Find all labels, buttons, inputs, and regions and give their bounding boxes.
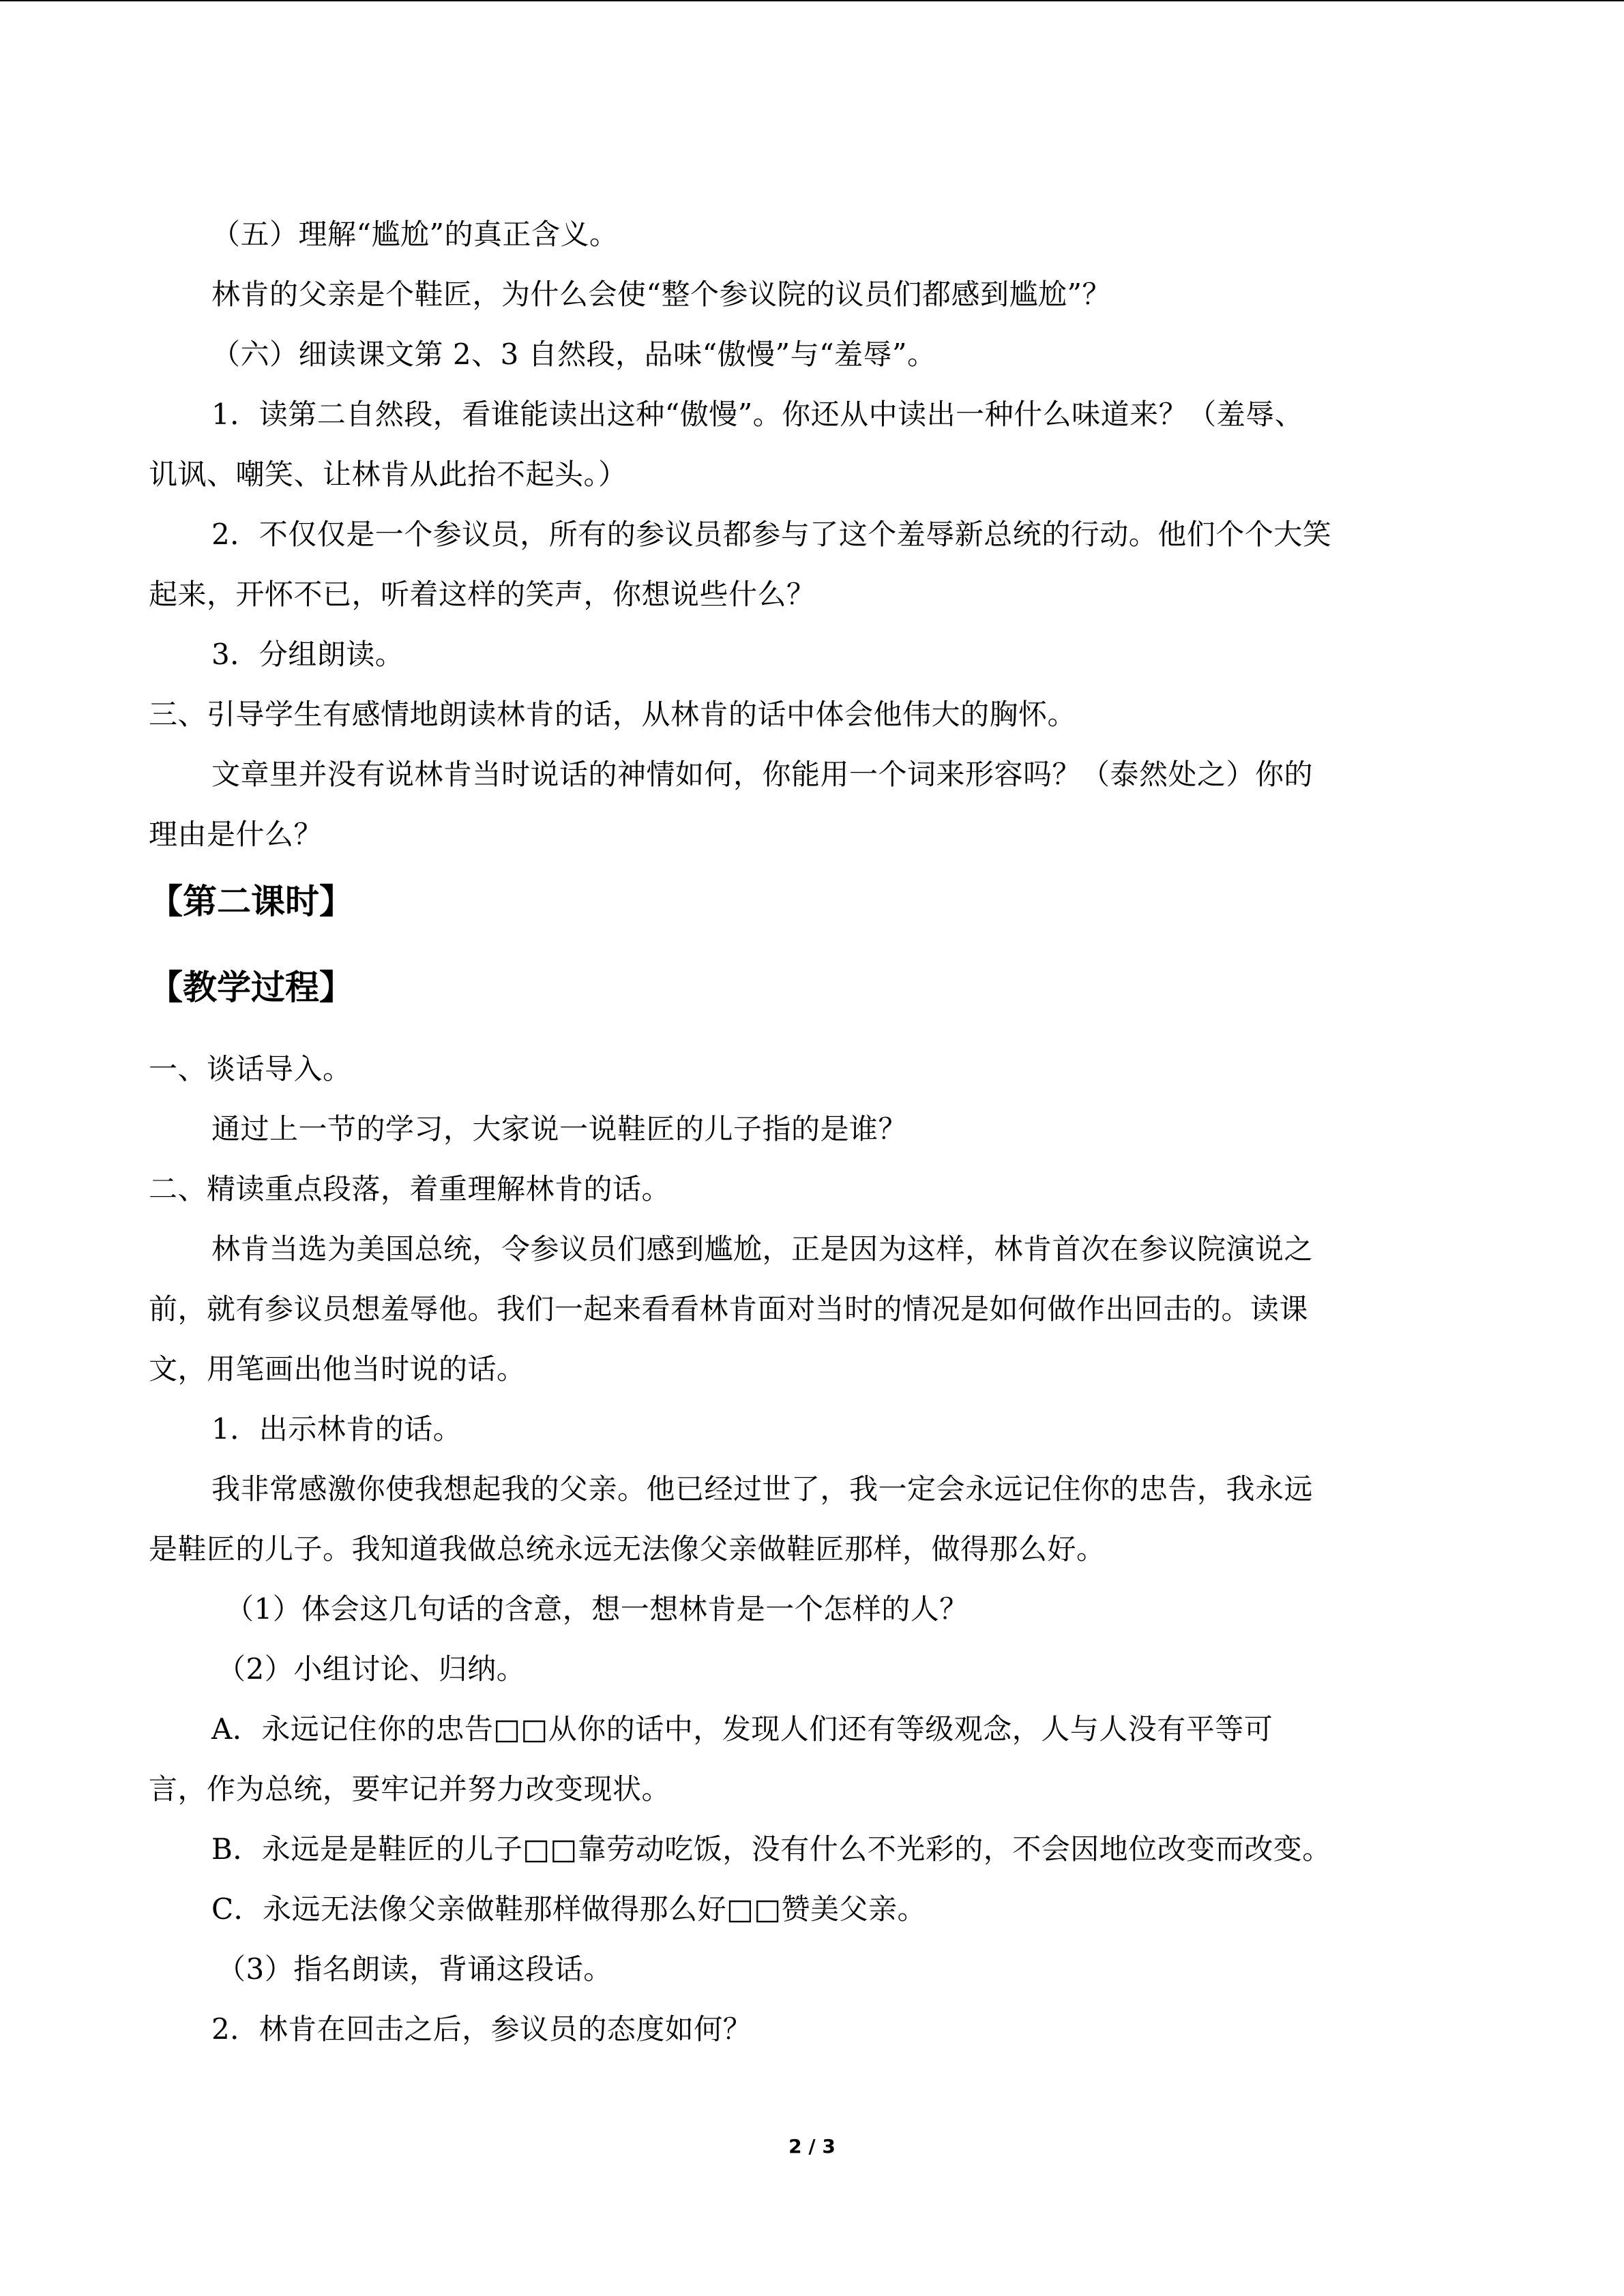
paragraph-line: A．永远记住你的忠告□□从你的话中，发现人们还有等级观念，人与人没有平等可	[211, 1712, 1273, 1746]
paragraph-line: 言，作为总统，要牢记并努力改变现状。	[149, 1772, 671, 1806]
paragraph-line: 3．分组朗读。	[211, 638, 404, 671]
paragraph-line: C．永远无法像父亲做鞋那样做得那么好□□赞美父亲。	[211, 1892, 927, 1926]
paragraph-line: （2）小组讨论、归纳。	[217, 1652, 526, 1686]
paragraph-line: 前，就有参议员想羞辱他。我们一起来看看林肯面对当时的情况是如何做作出回击的。读课	[149, 1292, 1309, 1326]
paragraph-line: 讥讽、嘲笑、让林肯从此抬不起头。）	[149, 458, 628, 491]
paragraph-line: 2．林肯在回击之后，参议员的态度如何？	[211, 2012, 752, 2046]
section-heading: 【第二课时】	[149, 882, 353, 921]
paragraph-line: 我非常感激你使我想起我的父亲。他已经过世了，我一定会永远记住你的忠告，我永远	[211, 1472, 1314, 1506]
paragraph-line: 一、谈话导入。	[149, 1052, 352, 1086]
paragraph-line: （五）理解“尴尬”的真正含义。	[211, 218, 619, 251]
paragraph-line: 文章里并没有说林肯当时说话的神情如何，你能用一个词来形容吗？（泰然处之）你的	[211, 758, 1314, 791]
paragraph-line: 通过上一节的学习，大家说一说鞋匠的儿子指的是谁？	[211, 1112, 908, 1146]
paragraph-line: 林肯的父亲是个鞋匠，为什么会使“整个参议院的议员们都感到尴尬”？	[211, 278, 1111, 311]
paragraph-line: 是鞋匠的儿子。我知道我做总统永远无法像父亲做鞋匠那样，做得那么好。	[149, 1532, 1106, 1566]
paragraph-line: 二、精读重点段落，着重理解林肯的话。	[149, 1172, 671, 1206]
paragraph-line: 起来，开怀不已，听着这样的笑声，你想说些什么？	[149, 578, 816, 611]
paragraph-line: B．永远是是鞋匠的儿子□□靠劳动吃饭，没有什么不光彩的，不会因地位改变而改变。	[211, 1832, 1331, 1866]
paragraph-line: 1．出示林肯的话。	[211, 1412, 462, 1446]
paragraph-line: （1）体会这几句话的含意，想一想林肯是一个怎样的人？	[225, 1592, 969, 1626]
page-number: 2 / 3	[788, 2135, 836, 2158]
paragraph-line: （六）细读课文第 2、3 自然段，品味“傲慢”与“羞辱”。	[211, 338, 936, 371]
paragraph-line: 三、引导学生有感情地朗读林肯的话，从林肯的话中体会他伟大的胸怀。	[149, 698, 1077, 731]
section-heading: 【教学过程】	[149, 968, 353, 1007]
paragraph-line: 理由是什么？	[149, 818, 323, 851]
paragraph-line: 文，用笔画出他当时说的话。	[149, 1352, 526, 1386]
paragraph-line: 2．不仅仅是一个参议员，所有的参议员都参与了这个羞辱新总统的行动。他们个个大笑	[211, 518, 1332, 551]
paragraph-line: （3）指名朗读，背诵这段话。	[217, 1952, 612, 1986]
paragraph-line: 林肯当选为美国总统，令参议员们感到尴尬，正是因为这样，林肯首次在参议院演说之	[211, 1232, 1314, 1266]
paragraph-line: 1．读第二自然段，看谁能读出这种“傲慢”。你还从中读出一种什么味道来？（羞辱、	[211, 398, 1304, 431]
